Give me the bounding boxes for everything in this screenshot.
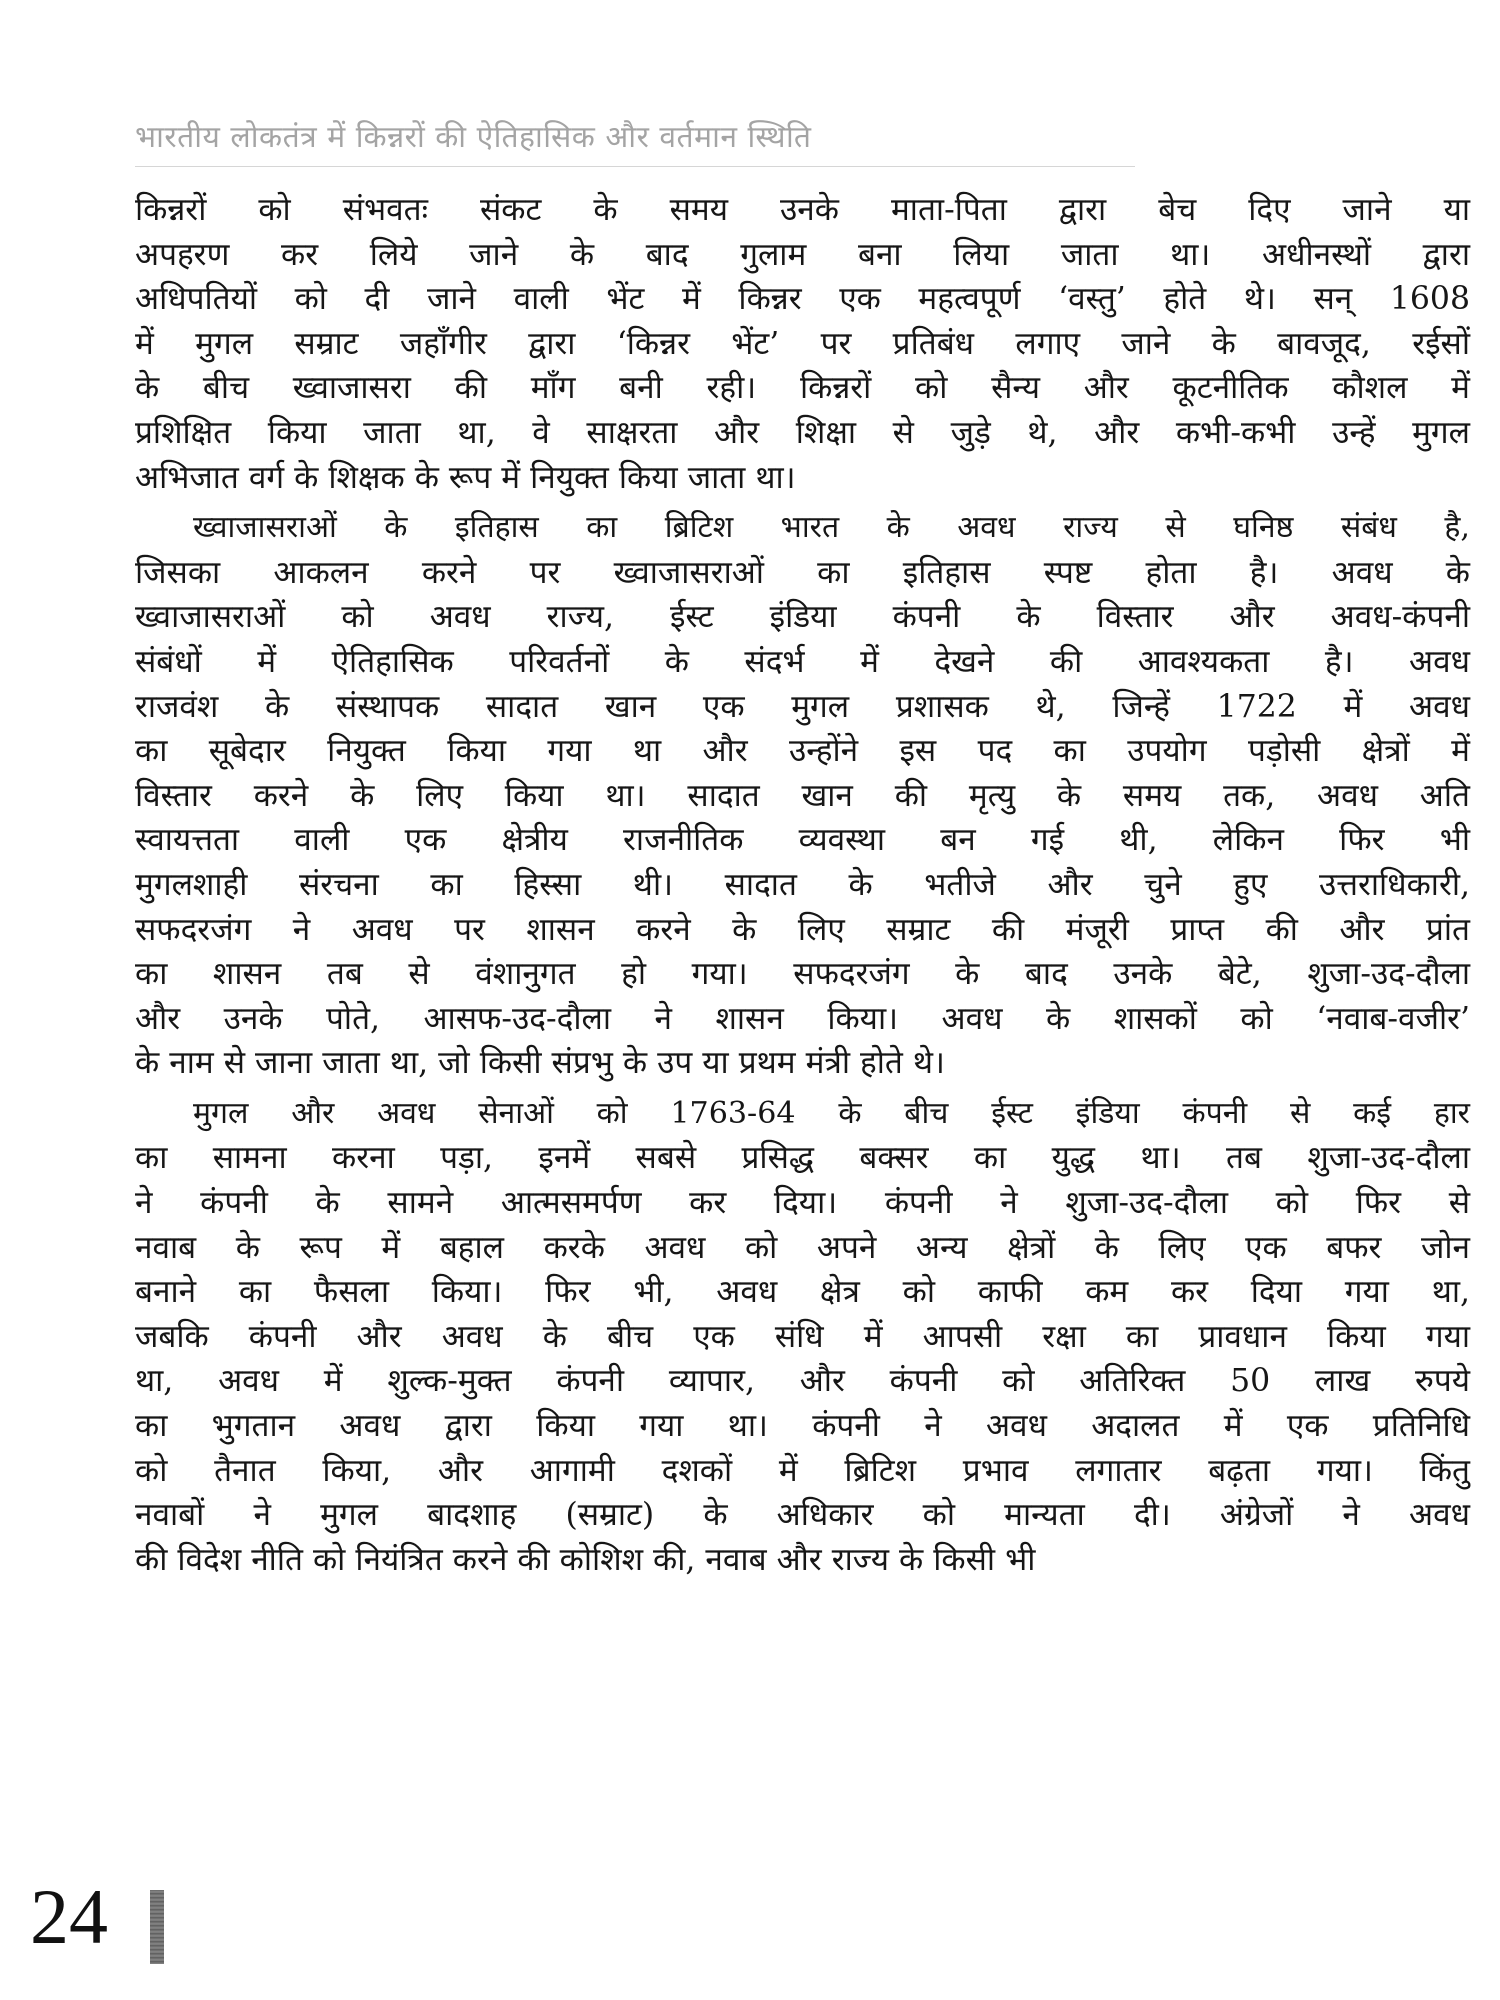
text-line: का भुगतान अवध द्वारा किया गया था। कंपनी ने अवध अदालत में एक प्रतिनिधि [135,1408,1470,1445]
text-line: की विदेश नीति को नियंत्रित करने की कोशिश की, नवाब और राज्य के किसी भी [135,1541,1036,1578]
body-text [135,188,1470,1588]
text-line: स्वायत्तता वाली एक क्षेत्रीय राजनीतिक व्यवस्था बन गई थी, लेकिन फिर भी [135,822,1470,859]
text-line: के नाम से जाना जाता था, जो किसी संप्रभु के उप या प्रथम मंत्री होते थे। [135,1045,945,1082]
text-line: नवाब के रूप में बहाल करके अवध को अपने अन्य क्षेत्रों के लिए एक बफर जोन [135,1229,1470,1266]
page-number: 24 [30,1873,108,1960]
text-line: था, अवध में शुल्क-मुक्त कंपनी व्यापार, और कंपनी को अतिरिक्त 50 लाख रुपये [135,1363,1470,1400]
text-line: मुगल और अवध सेनाओं को 1763-64 के बीच ईस्ट इंडिया कंपनी से कई हार [193,1095,1470,1131]
text-line: राजवंश के संस्थापक सादात खान एक मुगल प्रशासक थे, जिन्हें 1722 में अवध [135,688,1470,725]
text-line: जबकि कंपनी और अवध के बीच एक संधि में आपसी रक्षा का प्रावधान किया गया [135,1318,1470,1355]
text-line: संबंधों में ऐतिहासिक परिवर्तनों के संदर्भ में देखने की आवश्यकता है। अवध [135,643,1470,680]
text-line: का सामना करना पड़ा, इनमें सबसे प्रसिद्ध बक्सर का युद्ध था। तब शुजा-उद-दौला [135,1140,1470,1177]
text-line: ख्वाजासराओं को अवध राज्य, ईस्ट इंडिया कंपनी के विस्तार और अवध-कंपनी [135,599,1470,636]
text-line: और उनके पोते, आसफ-उद-दौला ने शासन किया। अवध के शासकों को ‘नवाब-वजीर’ [135,1000,1470,1037]
text-line: अधिपतियों को दी जाने वाली भेंट में किन्नर एक महत्वपूर्ण ‘वस्तु’ होते थे। सन् 1608 [135,281,1470,318]
text-line: बनाने का फैसला किया। फिर भी, अवध क्षेत्र को काफी कम कर दिया गया था, [135,1274,1470,1311]
running-header: भारतीय लोकतंत्र में किन्नरों की ऐतिहासिक और वर्तमान स्थिति [135,120,812,155]
text-line: किन्नरों को संभवतः संकट के समय उनके माता-पिता द्वारा बेच दिए जाने या [135,192,1470,228]
text-line: ख्वाजासराओं के इतिहास का ब्रिटिश भारत के अवध राज्य से घनिष्ठ संबंध है, [193,510,1470,546]
text-line: मुगलशाही संरचना का हिस्सा थी। सादात के भतीजे और चुने हुए उत्तराधिकारी, [135,866,1470,903]
text-line: प्रशिक्षित किया जाता था, वे साक्षरता और शिक्षा से जुड़े थे, और कभी-कभी उन्हें मुगल [135,414,1470,451]
text-line: अभिजात वर्ग के शिक्षक के रूप में नियुक्त किया जाता था। [135,459,796,496]
paragraph [135,506,1470,1086]
text-line: विस्तार करने के लिए किया था। सादात खान की मृत्यु के समय तक, अवध अति [135,777,1470,814]
text-line: के बीच ख्वाजासरा की माँग बनी रही। किन्नरों को सैन्य और कूटनीतिक कौशल में [135,370,1470,407]
page-number-bar [150,1890,164,1964]
text-line: का सूबेदार नियुक्त किया गया था और उन्होंने इस पद का उपयोग पड़ोसी क्षेत्रों में [135,733,1470,770]
header-divider [135,166,1135,167]
paragraph [135,1092,1470,1583]
text-line: नवाबों ने मुगल बादशाह (सम्राट) के अधिकार को मान्यता दी। अंग्रेजों ने अवध [135,1497,1470,1534]
text-line: ने कंपनी के सामने आत्मसमर्पण कर दिया। कंपनी ने शुजा-उद-दौला को फिर से [135,1185,1470,1222]
paragraph [135,188,1470,500]
text-line: में मुगल सम्राट जहाँगीर द्वारा ‘किन्नर भेंट’ पर प्रतिबंध लगाए जाने के बावजूद, रईसों [135,325,1470,362]
text-line: का शासन तब से वंशानुगत हो गया। सफदरजंग के बाद उनके बेटे, शुजा-उद-दौला [135,956,1470,993]
text-line: सफदरजंग ने अवध पर शासन करने के लिए सम्राट की मंजूरी प्राप्त की और प्रांत [135,911,1470,948]
text-line: को तैनात किया, और आगामी दशकों में ब्रिटिश प्रभाव लगातार बढ़ता गया। किंतु [135,1452,1470,1489]
text-line: जिसका आकलन करने पर ख्वाजासराओं का इतिहास स्पष्ट होता है। अवध के [135,554,1470,591]
text-line: अपहरण कर लिये जाने के बाद गुलाम बना लिया जाता था। अधीनस्थों द्वारा [135,236,1470,273]
